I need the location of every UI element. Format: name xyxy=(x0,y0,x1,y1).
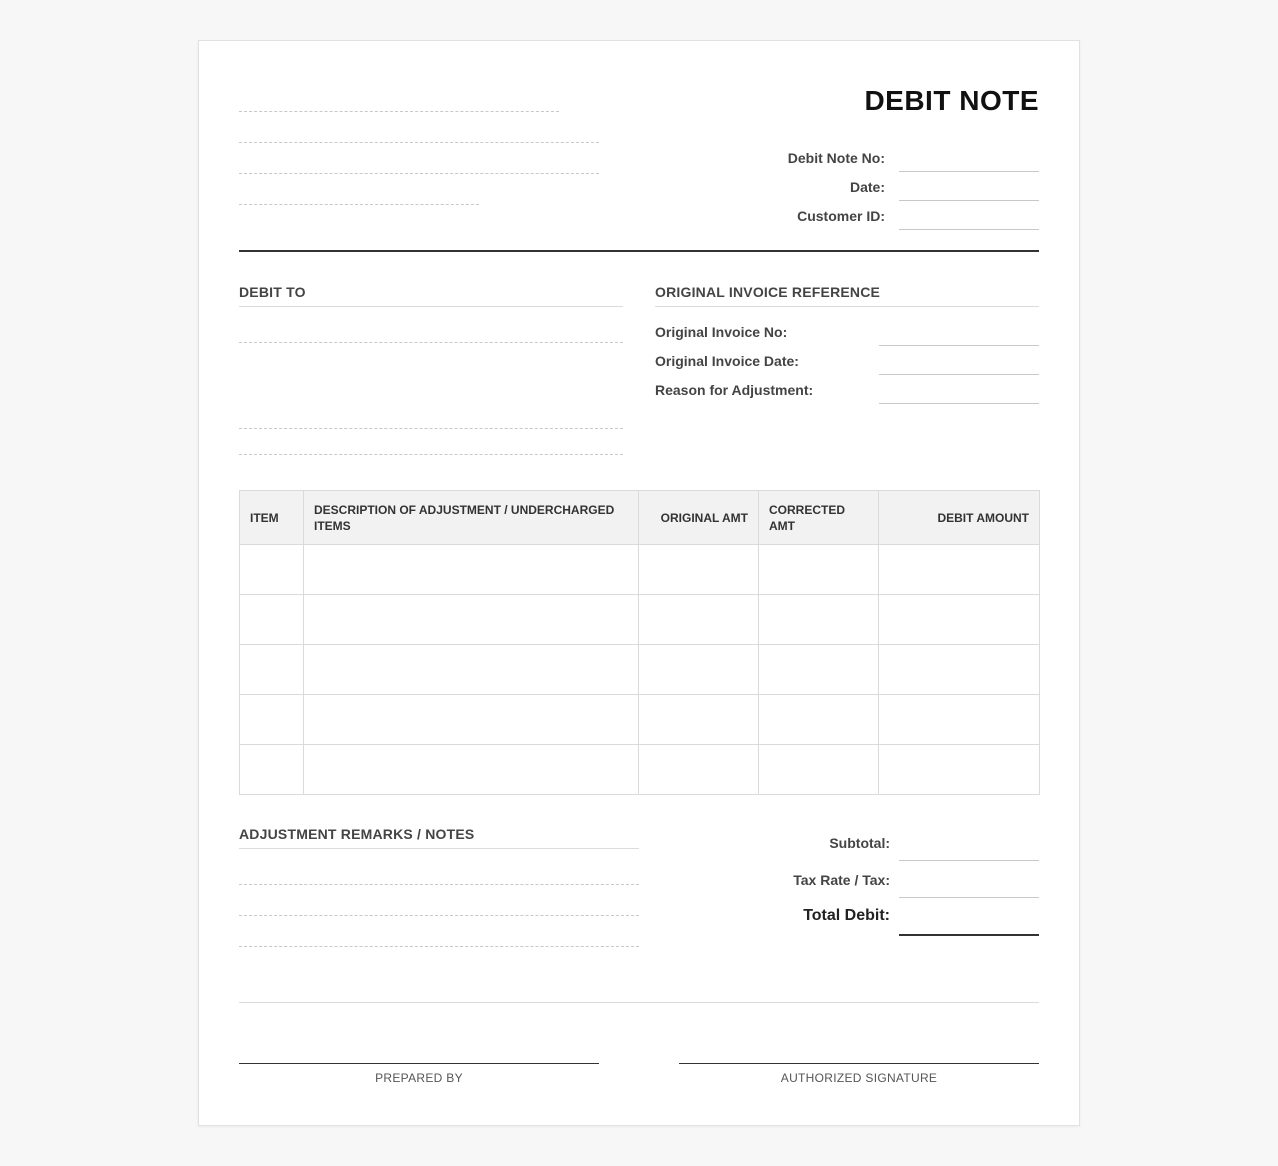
debit-to-line-3[interactable] xyxy=(239,454,623,455)
adjustment-table xyxy=(239,490,1040,795)
table-row xyxy=(240,595,1040,645)
table-cell[interactable] xyxy=(240,695,304,745)
column-header-original-amt: ORIGINAL AMT xyxy=(639,491,759,545)
table-row xyxy=(240,645,1040,695)
footer-divider xyxy=(239,1002,1039,1003)
reason-label: Reason for Adjustment: xyxy=(655,382,814,398)
remarks-heading: ADJUSTMENT REMARKS / NOTES xyxy=(239,826,475,842)
date-field[interactable] xyxy=(899,200,1039,201)
table-cell[interactable] xyxy=(879,695,1040,745)
table-cell[interactable] xyxy=(240,645,304,695)
authorized-signature-line[interactable] xyxy=(679,1063,1039,1064)
authorized-signature-caption: AUTHORIZED SIGNATURE xyxy=(780,1071,938,1085)
table-header-row xyxy=(240,491,1040,545)
subtotal-label: Subtotal: xyxy=(829,835,890,851)
column-header-debit-amount: DEBIT AMOUNT xyxy=(879,491,1040,545)
invoice-reference-underline xyxy=(655,306,1039,307)
tax-field[interactable] xyxy=(899,897,1039,898)
table-cell[interactable] xyxy=(304,595,639,645)
remarks-underline xyxy=(239,848,639,849)
column-header-item: ITEM xyxy=(240,491,304,545)
column-header-corrected-amt: CORRECTED AMT xyxy=(759,491,879,545)
column-header-description: DESCRIPTION OF ADJUSTMENT / UNDERCHARGED ITEMS xyxy=(304,491,639,545)
tax-label: Tax Rate / Tax: xyxy=(793,872,890,888)
table-cell[interactable] xyxy=(639,645,759,695)
debit-note-no-field[interactable] xyxy=(899,171,1039,172)
header-divider xyxy=(239,250,1039,252)
debit-note-page xyxy=(198,40,1080,1126)
table-cell[interactable] xyxy=(304,695,639,745)
table-cell[interactable] xyxy=(879,595,1040,645)
remarks-line-2[interactable] xyxy=(239,915,639,916)
prepared-by-line[interactable] xyxy=(239,1063,599,1064)
company-line-3[interactable] xyxy=(239,173,599,174)
table-cell[interactable] xyxy=(240,595,304,645)
original-invoice-no-label: Original Invoice No: xyxy=(655,324,788,340)
document-title: DEBIT NOTE xyxy=(864,85,1039,116)
debit-note-no-label: Debit Note No: xyxy=(787,150,885,166)
table-cell[interactable] xyxy=(759,645,879,695)
table-cell[interactable] xyxy=(304,545,639,595)
company-line-1[interactable] xyxy=(239,111,559,112)
customer-id-field[interactable] xyxy=(899,229,1039,230)
prepared-by-caption: PREPARED BY xyxy=(375,1071,463,1085)
table-cell[interactable] xyxy=(240,745,304,795)
debit-to-line-2[interactable] xyxy=(239,428,623,429)
debit-to-heading: DEBIT TO xyxy=(239,284,306,300)
table-row xyxy=(240,745,1040,795)
table-cell[interactable] xyxy=(639,745,759,795)
customer-id-label: Customer ID: xyxy=(797,208,885,224)
table-cell[interactable] xyxy=(639,545,759,595)
date-label: Date: xyxy=(849,179,885,195)
total-debit-field[interactable] xyxy=(899,934,1039,936)
table-cell[interactable] xyxy=(759,595,879,645)
company-line-2[interactable] xyxy=(239,142,599,143)
table-row xyxy=(240,695,1040,745)
remarks-line-3[interactable] xyxy=(239,946,639,947)
total-debit-label: Total Debit: xyxy=(803,907,890,924)
table-cell[interactable] xyxy=(759,695,879,745)
table-cell[interactable] xyxy=(759,745,879,795)
table-cell[interactable] xyxy=(879,645,1040,695)
original-invoice-date-field[interactable] xyxy=(879,374,1039,375)
table-cell[interactable] xyxy=(639,695,759,745)
table-cell[interactable] xyxy=(879,745,1040,795)
original-invoice-no-field[interactable] xyxy=(879,345,1039,346)
table-cell[interactable] xyxy=(240,545,304,595)
table-row xyxy=(240,545,1040,595)
table-cell[interactable] xyxy=(639,595,759,645)
debit-to-line-1[interactable] xyxy=(239,342,623,343)
reason-field[interactable] xyxy=(879,403,1039,404)
debit-to-underline xyxy=(239,306,623,307)
table-cell[interactable] xyxy=(879,545,1040,595)
table-cell[interactable] xyxy=(759,545,879,595)
subtotal-field[interactable] xyxy=(899,860,1039,861)
table-cell[interactable] xyxy=(304,645,639,695)
invoice-reference-heading: ORIGINAL INVOICE REFERENCE xyxy=(655,284,881,300)
remarks-line-1[interactable] xyxy=(239,884,639,885)
company-line-4[interactable] xyxy=(239,204,479,205)
table-cell[interactable] xyxy=(304,745,639,795)
original-invoice-date-label: Original Invoice Date: xyxy=(655,353,799,369)
